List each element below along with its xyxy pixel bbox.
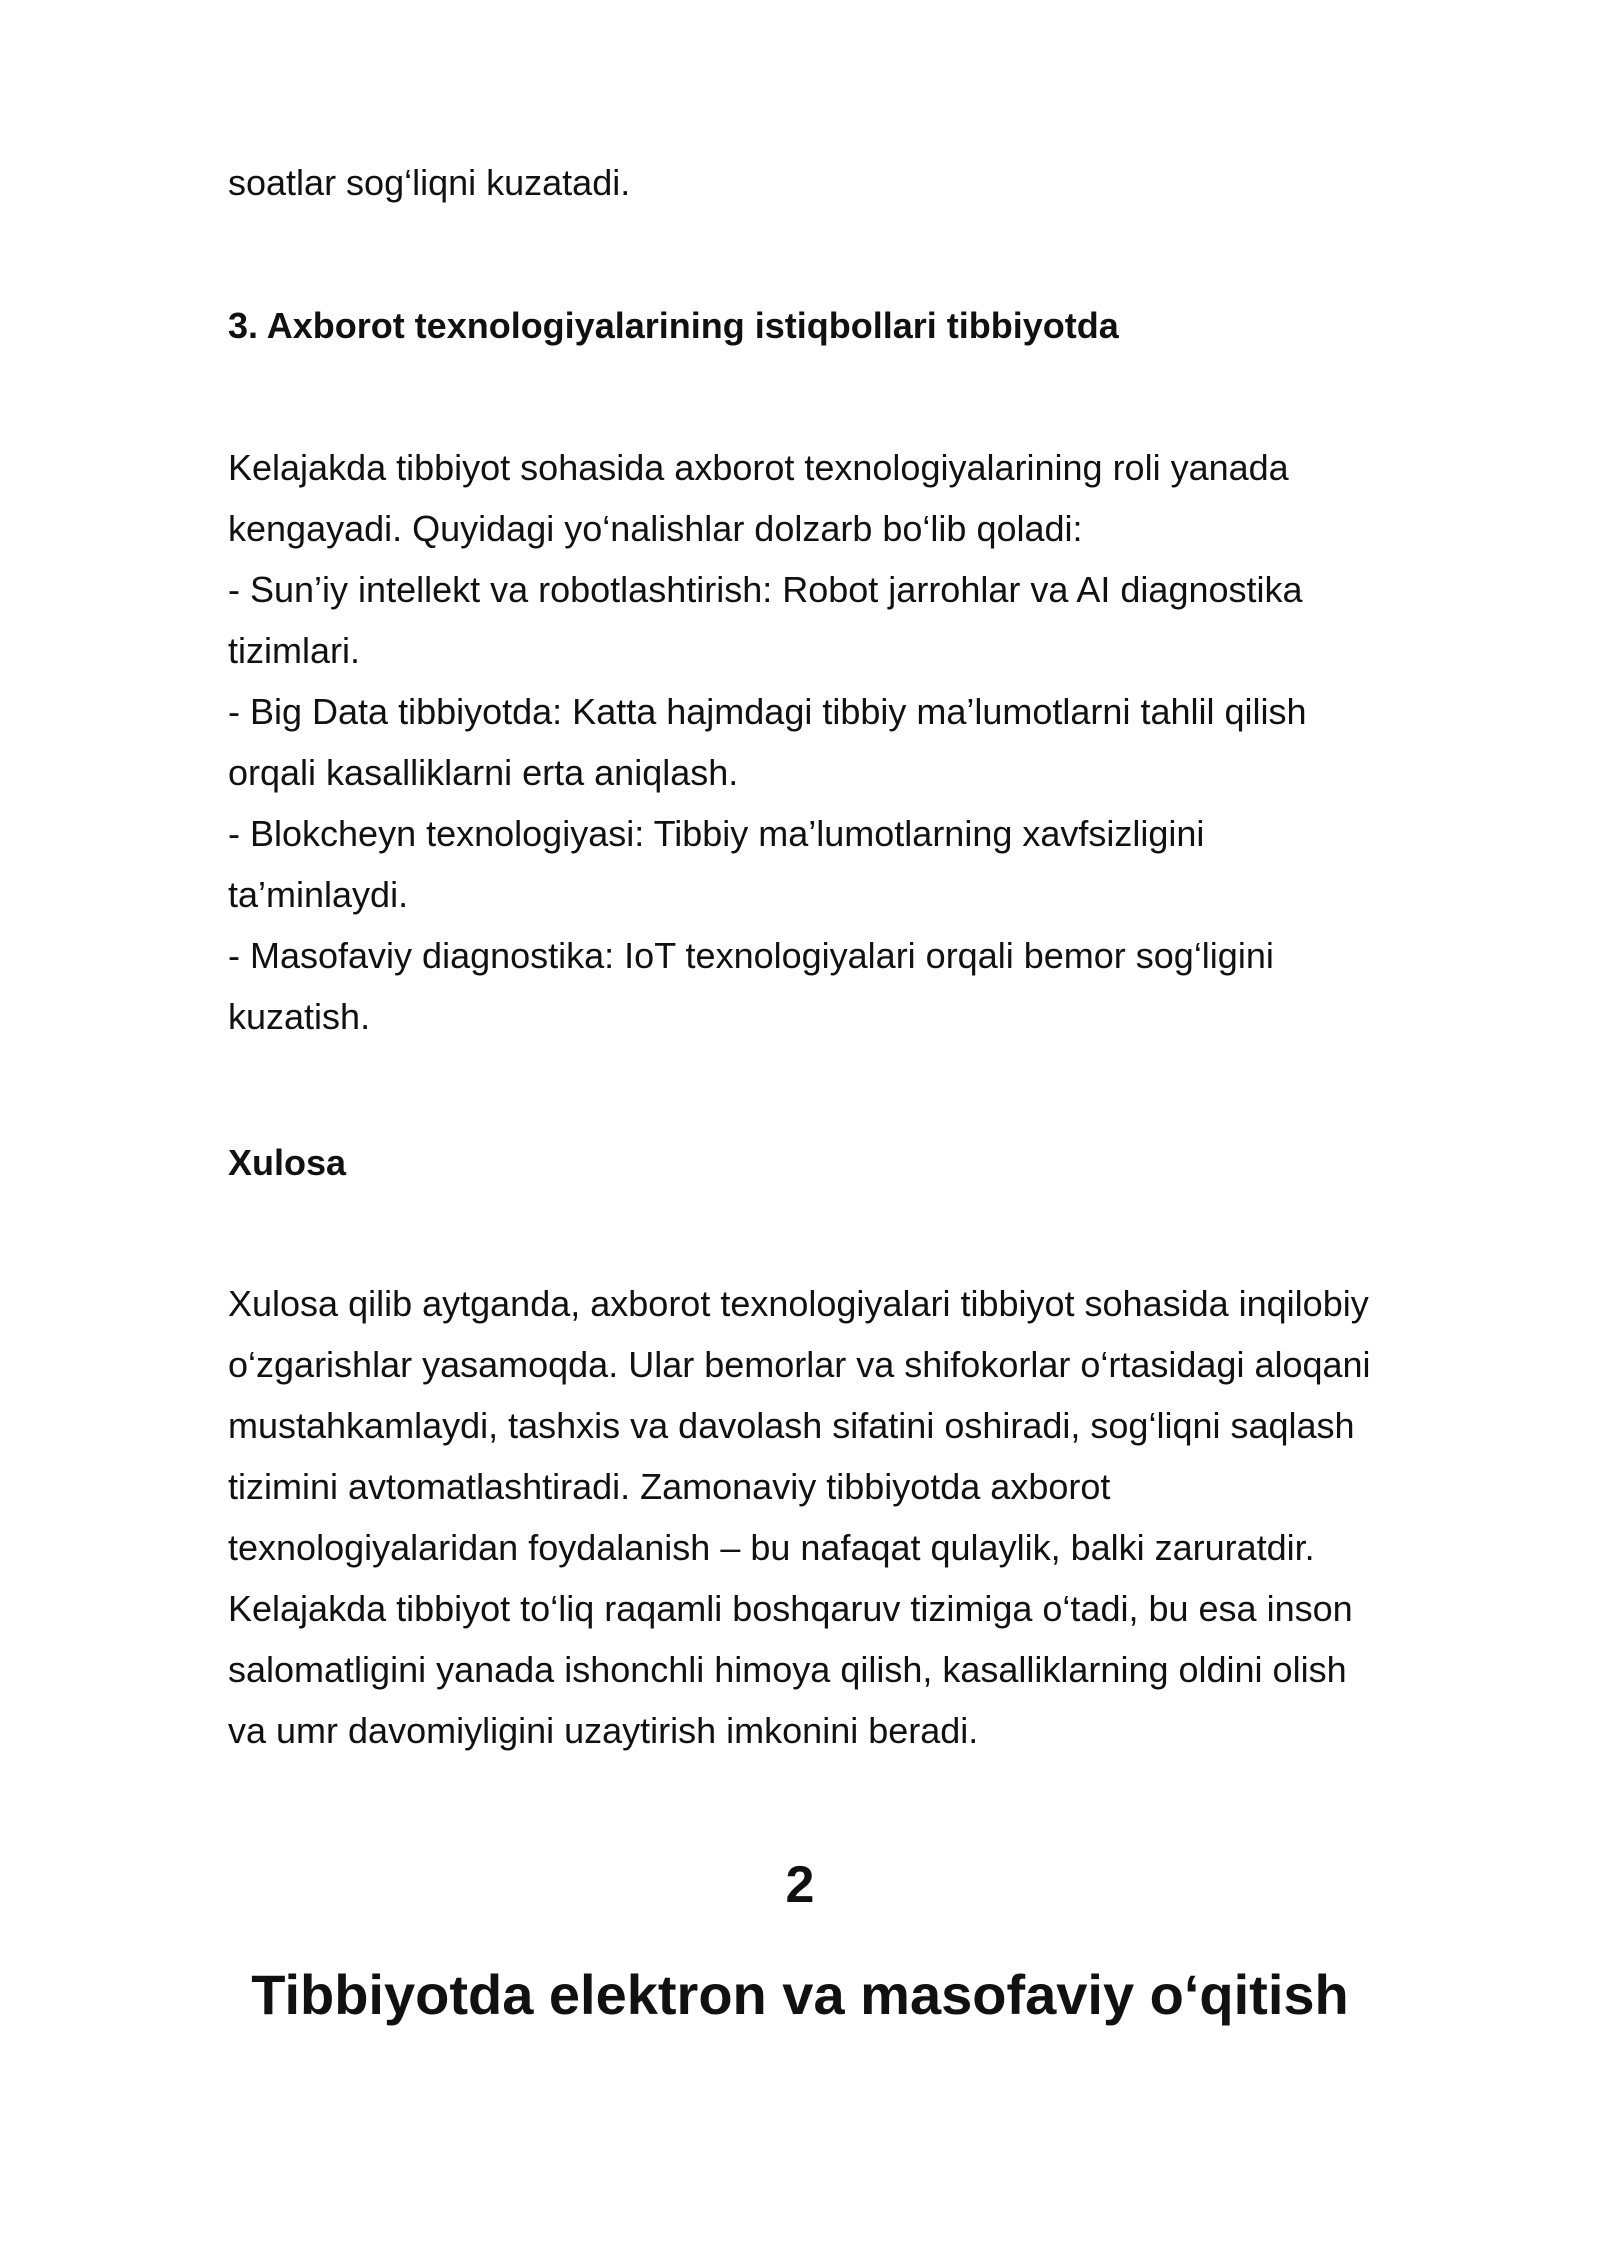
conclusion-paragraph	[228, 1273, 1518, 1761]
paragraph-line: salomatligini yanada ishonchli himoya qilish, kasalliklarning oldini olish	[228, 1649, 1347, 1690]
conclusion-heading: Xulosa	[228, 1142, 347, 1183]
paragraph-line: mustahkamlaydi, tashxis va davolash sifatini oshiradi, sog‘liqni saqlash	[228, 1405, 1355, 1446]
paragraph-line: tizimini avtomatlashtiradi. Zamonaviy tibbiyotda axborot	[228, 1466, 1111, 1507]
paragraph-line: kengayadi. Quyidagi yo‘nalishlar dolzarb bo‘lib qoladi:	[228, 508, 1083, 549]
chapter-title: Tibbiyotda elektron va masofaviy o‘qitish	[251, 1963, 1349, 2026]
chapter-number: 2	[785, 1856, 815, 1914]
paragraph-line: texnologiyalaridan foydalanish – bu nafaqat qulaylik, balki zaruratdir.	[228, 1527, 1315, 1568]
list-item-line: - Sun’iy intellekt va robotlashtirish: Robot jarrohlar va AI diagnostika	[228, 569, 1303, 610]
list-item-line: ta’minlaydi.	[228, 874, 409, 915]
paragraph-line: o‘zgarishlar yasamoqda. Ular bemorlar va shifokorlar o‘rtasidagi aloqani	[228, 1344, 1371, 1385]
paragraph-line: soatlar sog‘liqni kuzatadi.	[228, 162, 631, 203]
paragraph-line: Xulosa qilib aytganda, axborot texnologiyalari tibbiyot sohasida inqilobiy	[228, 1283, 1369, 1324]
section-3-heading: 3. Axborot texnologiyalarining istiqbollari tibbiyotda	[228, 305, 1119, 346]
list-item-line: - Big Data tibbiyotda: Katta hajmdagi tibbiy ma’lumotlarni tahlil qilish	[228, 691, 1307, 732]
list-item-line: - Masofaviy diagnostika: IoT texnologiyalari orqali bemor sog‘ligini	[228, 935, 1274, 976]
paragraph-line: va umr davomiyligini uzaytirish imkonini beradi.	[228, 1710, 979, 1751]
section-3-paragraph	[228, 437, 1518, 1047]
list-item-line: kuzatish.	[228, 996, 371, 1037]
list-item-line: - Blokcheyn texnologiyasi: Tibbiy ma’lumotlarning xavfsizligini	[228, 813, 1205, 854]
list-item-line: orqali kasalliklarni erta aniqlash.	[228, 752, 739, 793]
paragraph-line: Kelajakda tibbiyot sohasida axborot texnologiyalarining roli yanada	[228, 447, 1289, 488]
list-item-line: tizimlari.	[228, 630, 360, 671]
paragraph-line: Kelajakda tibbiyot to‘liq raqamli boshqaruv tizimiga o‘tadi, bu esa inson	[228, 1588, 1353, 1629]
continuation-paragraph	[228, 152, 1518, 213]
